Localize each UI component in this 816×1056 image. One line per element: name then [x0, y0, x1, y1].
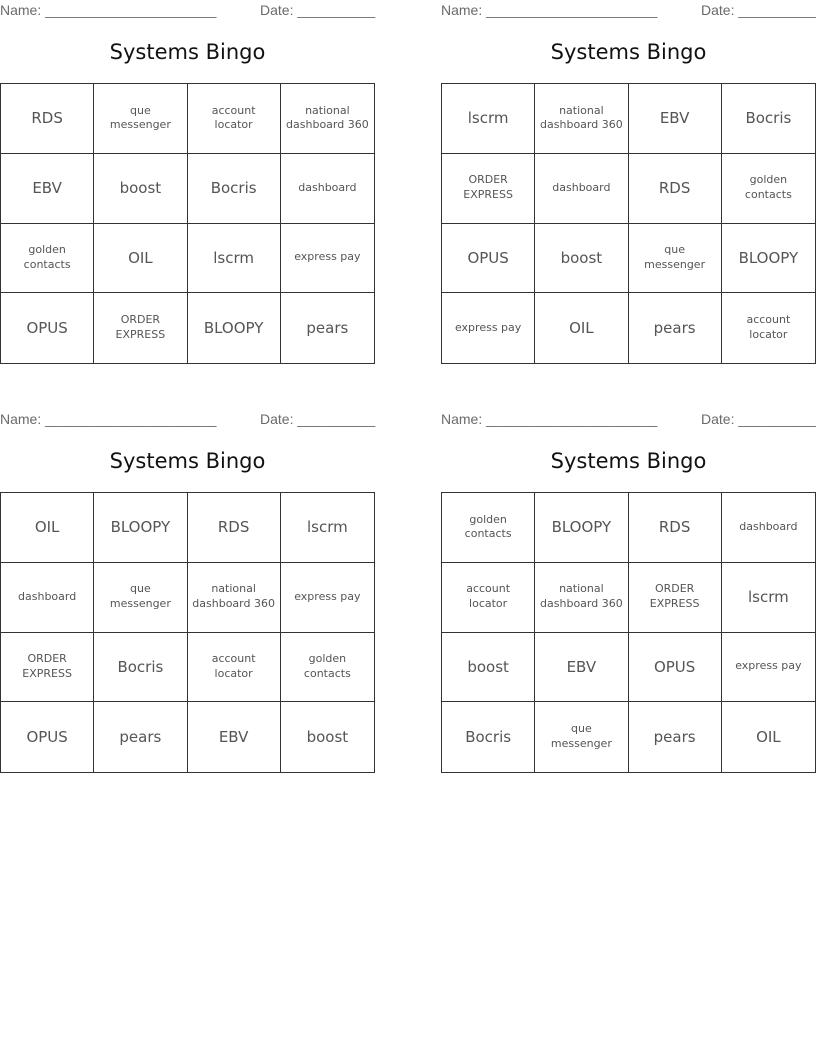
bingo-cell: golden contacts [281, 633, 374, 703]
bingo-cell: lscrm [442, 84, 535, 154]
card-title: Systems Bingo [109, 449, 266, 473]
card-title: Systems Bingo [550, 449, 707, 473]
bingo-cell: que messenger [94, 84, 187, 154]
bingo-cell: lscrm [188, 224, 281, 294]
bingo-grid [441, 492, 816, 773]
bingo-cell: OPUS [442, 224, 535, 294]
bingo-cell: golden contacts [442, 493, 535, 563]
bingo-cell: account locator [188, 633, 281, 703]
bingo-cell: express pay [442, 293, 535, 363]
bingo-cell: account locator [442, 563, 535, 633]
bingo-cell: national dashboard 360 [535, 563, 628, 633]
bingo-cell: golden contacts [722, 154, 815, 224]
bingo-cell: BLOOPY [94, 493, 187, 563]
bingo-cell: national dashboard 360 [535, 84, 628, 154]
bingo-cell: express pay [281, 563, 374, 633]
name-field-label: Name: ______________________ [0, 2, 217, 18]
bingo-cell: dashboard [1, 563, 94, 633]
bingo-grid [441, 83, 816, 364]
bingo-cell: que messenger [94, 563, 187, 633]
bingo-cell: ORDER EXPRESS [1, 633, 94, 703]
date-field-label: Date: __________ [260, 2, 376, 18]
name-field-label: Name: ______________________ [0, 411, 217, 427]
bingo-cell: dashboard [535, 154, 628, 224]
bingo-cell: ORDER EXPRESS [94, 293, 187, 363]
bingo-cell: que messenger [629, 224, 722, 294]
bingo-cell: Bocris [442, 702, 535, 772]
date-field-label: Date: __________ [701, 2, 816, 18]
bingo-cell: pears [94, 702, 187, 772]
name-field-label: Name: ______________________ [441, 2, 658, 18]
bingo-cell: boost [535, 224, 628, 294]
bingo-cell: OPUS [629, 633, 722, 703]
bingo-cell: BLOOPY [188, 293, 281, 363]
name-date-line [0, 2, 380, 20]
bingo-cell: ORDER EXPRESS [442, 154, 535, 224]
bingo-cell: OIL [756, 728, 781, 746]
bingo-cell: boost [306, 728, 349, 746]
bingo-cell: OPUS [1, 702, 94, 772]
bingo-cell: Bocris [722, 84, 815, 154]
card-title: Systems Bingo [550, 40, 707, 64]
date-field-label: Date: __________ [701, 411, 816, 427]
bingo-cell: lscrm [281, 493, 374, 563]
name-field-label: Name: ______________________ [441, 411, 658, 427]
date-field-label: Date: __________ [260, 411, 376, 427]
bingo-cell: account locator [746, 313, 791, 342]
bingo-cell: BLOOPY [722, 224, 815, 294]
card-title: Systems Bingo [109, 40, 266, 64]
bingo-cell: express pay [281, 224, 374, 294]
bingo-cell: OIL [1, 493, 94, 563]
name-date-line [441, 411, 816, 429]
bingo-cell: Bocris [94, 633, 187, 703]
bingo-cell: OPUS [1, 293, 94, 363]
bingo-cell: EBV [629, 84, 722, 154]
bingo-cell: golden contacts [1, 224, 94, 294]
bingo-cell: express pay [722, 633, 815, 703]
bingo-cell: lscrm [722, 563, 815, 633]
bingo-cell: Bocris [188, 154, 281, 224]
bingo-cell: dashboard [722, 493, 815, 563]
bingo-grid [0, 492, 375, 773]
bingo-cell: OIL [535, 293, 628, 363]
bingo-cell: pears [306, 319, 349, 337]
bingo-grid [0, 83, 375, 364]
bingo-cell: pears [629, 702, 722, 772]
bingo-cell: RDS [629, 493, 722, 563]
bingo-cell: EBV [535, 633, 628, 703]
bingo-cell: BLOOPY [535, 493, 628, 563]
bingo-cell: RDS [629, 154, 722, 224]
bingo-cell: que messenger [535, 702, 628, 772]
bingo-cell: EBV [1, 154, 94, 224]
bingo-cell: OIL [94, 224, 187, 294]
name-date-line [0, 411, 380, 429]
bingo-cell: ORDER EXPRESS [629, 563, 722, 633]
bingo-cell: boost [442, 633, 535, 703]
bingo-cell: dashboard [281, 154, 374, 224]
bingo-cell: pears [629, 293, 722, 363]
bingo-cell: RDS [188, 493, 281, 563]
name-date-line [441, 2, 816, 20]
bingo-cell: account locator [188, 84, 281, 154]
bingo-cell: national dashboard 360 [281, 84, 374, 154]
bingo-cell: boost [94, 154, 187, 224]
bingo-cell: national dashboard 360 [188, 563, 281, 633]
bingo-cell: EBV [188, 702, 281, 772]
bingo-cell: RDS [1, 84, 94, 154]
